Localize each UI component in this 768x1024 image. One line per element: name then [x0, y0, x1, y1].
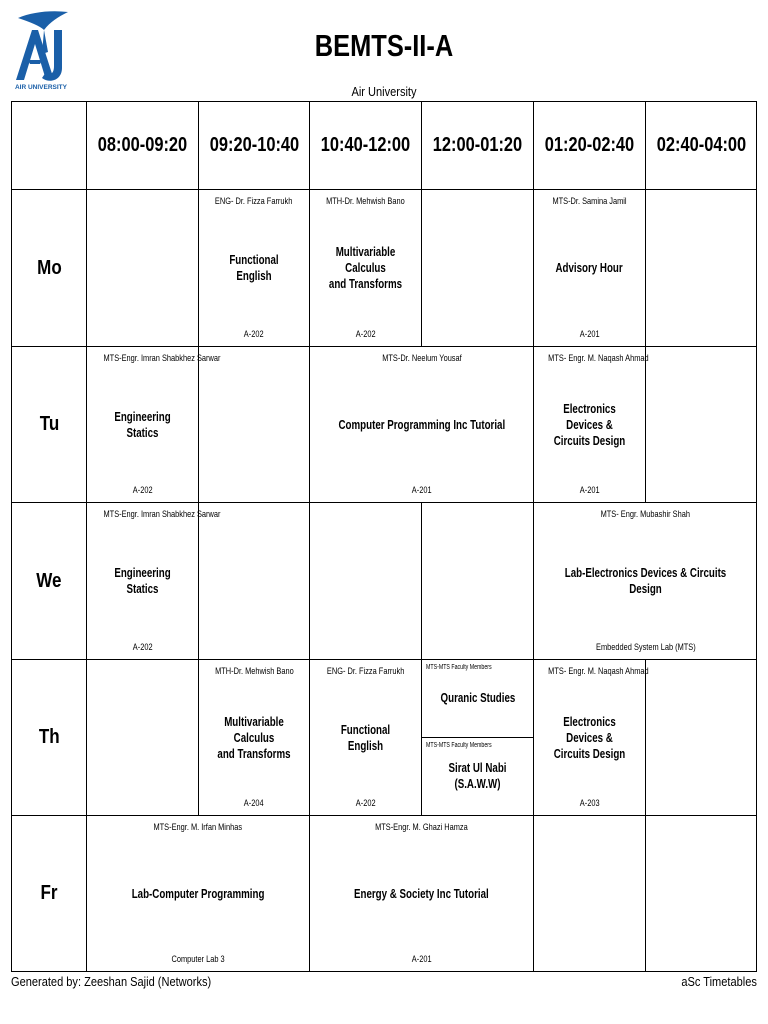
time-header-5: 01:20-02:40 — [534, 102, 646, 190]
time-header-4: 12:00-01:20 — [422, 102, 534, 190]
class-cell — [199, 660, 310, 816]
logo-text: AIR UNIVERSITY — [14, 84, 68, 91]
subject: Advisory Hour — [555, 261, 624, 275]
class-cell — [310, 190, 422, 347]
slot-empty — [646, 347, 757, 503]
slot-empty — [310, 503, 422, 660]
class-cell — [534, 347, 649, 503]
room: A-202 — [355, 329, 376, 340]
subject: Engineering Statics — [114, 409, 171, 440]
teacher: ENG- Dr. Fizza Farrukh — [215, 196, 293, 207]
teacher: MTS-Engr. Imran Shabkhez Sarwar — [103, 353, 221, 364]
room: A-202 — [355, 798, 376, 809]
subject: Functional English — [229, 253, 279, 283]
room: A-203 — [579, 798, 600, 809]
slot-empty — [422, 190, 534, 347]
slot-empty — [534, 816, 646, 971]
slot-empty — [646, 190, 757, 347]
class-cell — [310, 660, 422, 816]
subject: Multivariable Calculus and Transforms — [217, 714, 291, 761]
slot-empty — [199, 347, 310, 503]
footer-software: aSc Timetables — [681, 974, 757, 989]
subject: Computer Programming Inc Tutorial — [338, 417, 505, 432]
class-cell-split-bottom — [422, 738, 534, 816]
subject: Functional English — [340, 722, 391, 753]
room: Embedded System Lab (MTS) — [595, 642, 696, 653]
subject: Energy & Society Inc Tutorial — [354, 886, 489, 901]
slot-empty — [646, 816, 757, 971]
subject: Electronics Devices & Circuits Design — [553, 714, 626, 761]
room: A-202 — [244, 329, 264, 340]
day-label-we: We — [12, 503, 87, 660]
class-cell — [310, 347, 534, 503]
page-title: BEMTS-II-A — [314, 28, 454, 63]
subject: Quranic Studies — [440, 691, 515, 705]
slot-empty — [422, 503, 534, 660]
subject: Electronics Devices & Circuits Design — [553, 401, 626, 448]
subject: Multivariable Calculus and Transforms — [328, 245, 403, 291]
class-cell — [87, 816, 310, 971]
teacher: MTS-Engr. Imran Shabkhez Sarwar — [103, 509, 221, 520]
teacher: MTH-Dr. Mehwish Bano — [214, 666, 294, 677]
time-header-3: 10:40-12:00 — [310, 102, 422, 190]
page-subtitle: Air University — [351, 84, 417, 99]
teacher: MTS-MTS Faculty Members — [426, 664, 492, 671]
room: A-202 — [132, 485, 153, 496]
class-cell — [534, 190, 646, 347]
class-cell — [199, 190, 310, 347]
time-header-1: 08:00-09:20 — [87, 102, 199, 190]
time-header-2: 09:20-10:40 — [199, 102, 310, 190]
day-label-th: Th — [12, 660, 87, 816]
slot-empty — [87, 190, 199, 347]
subject: Sirat Ul Nabi (S.A.W.W) — [448, 761, 507, 791]
subject: Lab-Computer Programming — [131, 886, 265, 901]
teacher: MTS-Dr. Samina Jamil — [552, 196, 627, 207]
teacher: MTS-Dr. Neelum Yousaf — [381, 353, 462, 364]
teacher: ENG- Dr. Fizza Farrukh — [326, 666, 405, 677]
timetable-grid — [11, 101, 757, 972]
class-cell — [87, 503, 221, 660]
slot-empty — [87, 660, 199, 816]
slot-empty — [199, 503, 310, 660]
room: A-201 — [579, 329, 600, 340]
day-label-mo: Mo — [12, 190, 87, 347]
air-university-logo — [10, 8, 72, 92]
footer-generated-by: Generated by: Zeeshan Sajid (Networks) — [11, 974, 212, 989]
time-header-6: 02:40-04:00 — [646, 102, 757, 190]
class-cell — [87, 347, 221, 503]
teacher: MTH-Dr. Mehwish Bano — [326, 196, 405, 207]
teacher: MTS-MTS Faculty Members — [426, 742, 492, 749]
day-label-tu: Tu — [12, 347, 87, 503]
subject: Lab-Electronics Devices & Circuits Design — [564, 566, 727, 596]
corner-cell — [12, 102, 87, 190]
class-cell-split-top — [422, 660, 534, 738]
teacher: MTS-Engr. M. Ghazi Hamza — [375, 822, 468, 833]
room: A-201 — [411, 954, 432, 965]
teacher: MTS- Engr. Mubashir Shah — [600, 509, 691, 520]
class-cell — [310, 816, 534, 971]
room: A-201 — [411, 485, 432, 496]
day-label-fr: Fr — [12, 816, 87, 971]
room: A-201 — [579, 485, 600, 496]
subject: Engineering Statics — [114, 566, 171, 596]
room: A-204 — [244, 798, 264, 809]
room: Computer Lab 3 — [171, 954, 225, 965]
slot-empty — [646, 660, 757, 816]
class-cell — [534, 660, 649, 816]
class-cell — [534, 503, 757, 660]
room: A-202 — [132, 642, 153, 653]
teacher: MTS- Engr. M. Naqash Ahmad — [548, 666, 649, 677]
teacher: MTS-Engr. M. Irfan Minhas — [153, 822, 243, 833]
teacher: MTS- Engr. M. Naqash Ahmad — [548, 353, 649, 364]
